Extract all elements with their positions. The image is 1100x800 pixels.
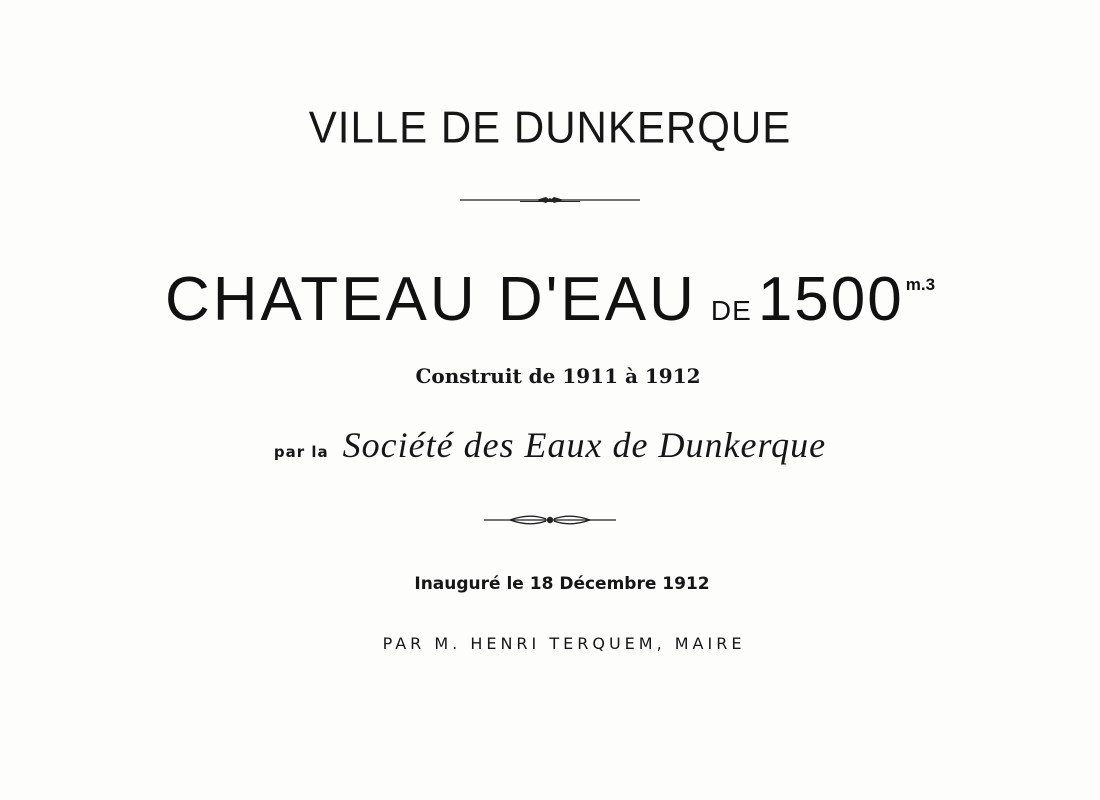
ornamental-rule-bottom — [0, 510, 1100, 530]
company-prefix: par la — [273, 443, 329, 461]
city-heading: VILLE DE DUNKERQUE — [308, 102, 792, 153]
ornament-flourish-icon — [480, 510, 620, 530]
company-name: Société des Eaux de Dunkerque — [342, 425, 827, 465]
title-main: CHATEAU D'EAU — [164, 265, 697, 334]
inauguration-by: PAR M. HENRI TERQUEM, MAIRE — [382, 634, 746, 653]
ornamental-rule-top — [0, 192, 1100, 208]
construction-dates: Construit de 1911 à 1912 — [415, 364, 701, 388]
page-title — [0, 264, 1100, 335]
title-connector: DE — [710, 295, 752, 326]
inauguration-date: Inauguré le 18 Décembre 1912 — [414, 574, 710, 594]
title-unit: m.3 — [905, 275, 936, 294]
company-line — [0, 424, 1100, 466]
title-number: 1500 — [757, 265, 904, 334]
ornament-divider-icon — [450, 192, 650, 208]
